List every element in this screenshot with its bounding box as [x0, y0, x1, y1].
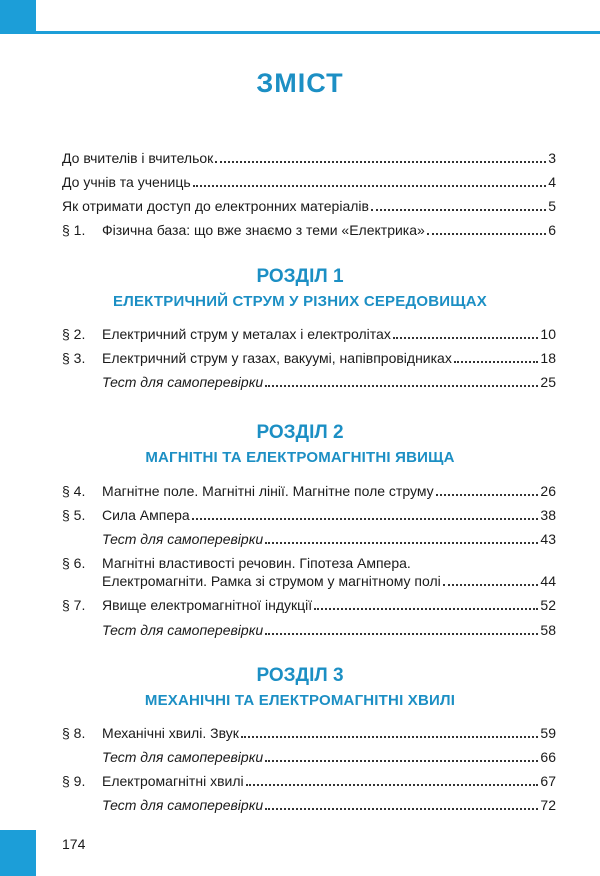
toc-entry-test[interactable]	[62, 373, 556, 391]
leader-dots	[265, 807, 538, 810]
leader-dots	[193, 184, 547, 187]
top-rule	[36, 31, 600, 34]
toc-entry-text: Тест для самоперевірки	[102, 797, 264, 813]
toc-entry[interactable]	[62, 173, 556, 191]
paragraph-number: § 3.	[62, 350, 86, 366]
section-heading	[0, 266, 600, 312]
toc-page-number: 72	[540, 797, 556, 813]
toc-entry[interactable]	[62, 772, 556, 790]
toc-entry[interactable]	[62, 482, 556, 500]
toc-page-number: 25	[540, 374, 556, 390]
paragraph-number: § 5.	[62, 507, 86, 523]
toc-entry-text: Тест для самоперевірки	[102, 374, 264, 390]
toc-page-number: 43	[540, 531, 556, 547]
toc-entry-test[interactable]	[62, 621, 556, 639]
toc-entry-text: До учнів та учениць	[62, 174, 191, 190]
toc-page-number: 66	[540, 749, 556, 765]
toc-entry[interactable]	[62, 506, 556, 524]
toc-entry-text: Як отримати доступ до електронних матеріалів	[62, 198, 369, 214]
toc-page-number: 52	[540, 597, 556, 613]
paragraph-number: § 4.	[62, 483, 86, 499]
toc-entry[interactable]	[62, 221, 556, 239]
paragraph-number: § 6.	[62, 555, 86, 571]
toc-entry-text: Сила Ампера	[102, 507, 190, 523]
toc-entry-text: Електричний струм у газах, вакуумі, напівпровідниках	[102, 350, 452, 366]
paragraph-number: § 8.	[62, 725, 86, 741]
leader-dots	[241, 735, 539, 738]
toc-entry-text: Магнітні властивості речовин. Гіпотеза Ампера.	[102, 555, 411, 571]
toc-entry[interactable]	[62, 554, 556, 590]
leader-dots	[393, 336, 539, 339]
toc-entry-text: До вчителів і вчительок	[62, 150, 214, 166]
toc-page-number: 4	[548, 174, 556, 190]
section-title: РОЗДІЛ 2	[256, 422, 344, 443]
leader-dots	[454, 360, 539, 363]
toc-entry-test[interactable]	[62, 748, 556, 766]
paragraph-number: § 2.	[62, 326, 86, 342]
toc-entry-test[interactable]	[62, 796, 556, 814]
section-heading	[0, 422, 600, 468]
paragraph-number: § 7.	[62, 597, 86, 613]
toc-page-number: 3	[548, 150, 556, 166]
leader-dots	[443, 583, 539, 586]
toc-entry[interactable]	[62, 596, 556, 614]
leader-dots	[246, 783, 539, 786]
toc-entry-text: Фізична база: що вже знаємо з теми «Електрика»	[102, 222, 425, 238]
toc-page-number: 26	[540, 483, 556, 499]
leader-dots	[314, 607, 538, 610]
leader-dots	[265, 759, 538, 762]
section-subtitle: ЕЛЕКТРИЧНИЙ СТРУМ У РІЗНИХ СЕРЕДОВИЩАХ	[113, 293, 487, 310]
toc-entry-text: Тест для самоперевірки	[102, 749, 264, 765]
corner-decoration-top	[0, 0, 36, 34]
section-heading	[0, 665, 600, 711]
toc-page-number: 5	[548, 198, 556, 214]
toc-page-number: 38	[540, 507, 556, 523]
toc-page-number: 58	[540, 622, 556, 638]
corner-decoration-bottom	[0, 830, 36, 876]
leader-dots	[265, 541, 538, 544]
paragraph-number: § 9.	[62, 773, 86, 789]
toc-entry-text: Тест для самоперевірки	[102, 622, 264, 638]
toc-page-number: 10	[540, 326, 556, 342]
leader-dots	[371, 208, 546, 211]
leader-dots	[436, 493, 539, 496]
section-subtitle: МАГНІТНІ ТА ЕЛЕКТРОМАГНІТНІ ЯВИЩА	[145, 449, 455, 466]
toc-entry-text: Механічні хвилі. Звук	[102, 725, 239, 741]
leader-dots	[265, 632, 538, 635]
toc-page-number: 67	[540, 773, 556, 789]
leader-dots	[265, 384, 538, 387]
toc-page-number: 59	[540, 725, 556, 741]
toc-entry-text: Електромагнітні хвилі	[102, 773, 244, 789]
toc-entry[interactable]	[62, 724, 556, 742]
toc-entry-test[interactable]	[62, 530, 556, 548]
toc-entry[interactable]	[62, 325, 556, 343]
section-title: РОЗДІЛ 1	[256, 266, 344, 287]
toc-entry[interactable]	[62, 349, 556, 367]
toc-entry[interactable]	[62, 149, 556, 167]
page-title: ЗМІСТ	[256, 68, 344, 98]
paragraph-number: § 1.	[62, 222, 86, 238]
section-title: РОЗДІЛ 3	[256, 665, 344, 686]
toc-page-number: 18	[540, 350, 556, 366]
leader-dots	[427, 232, 546, 235]
leader-dots	[192, 517, 539, 520]
toc-entry-text-continued: Електромагніти. Рамка зі струмом у магнітному полі	[102, 573, 441, 589]
toc-entry-text: Магнітне поле. Магнітні лінії. Магнітне поле струму	[102, 483, 434, 499]
page-number: 174	[62, 836, 86, 852]
toc-entry[interactable]	[62, 197, 556, 215]
leader-dots	[215, 160, 546, 163]
toc-page-number: 6	[548, 222, 556, 238]
toc-entry-text: Тест для самоперевірки	[102, 531, 264, 547]
toc-entry-text: Явище електромагнітної індукції	[102, 597, 313, 613]
toc-page-number: 44	[540, 573, 556, 589]
section-subtitle: МЕХАНІЧНІ ТА ЕЛЕКТРОМАГНІТНІ ХВИЛІ	[144, 692, 456, 709]
toc-entry-text: Електричний струм у металах і електролітах	[102, 326, 391, 342]
